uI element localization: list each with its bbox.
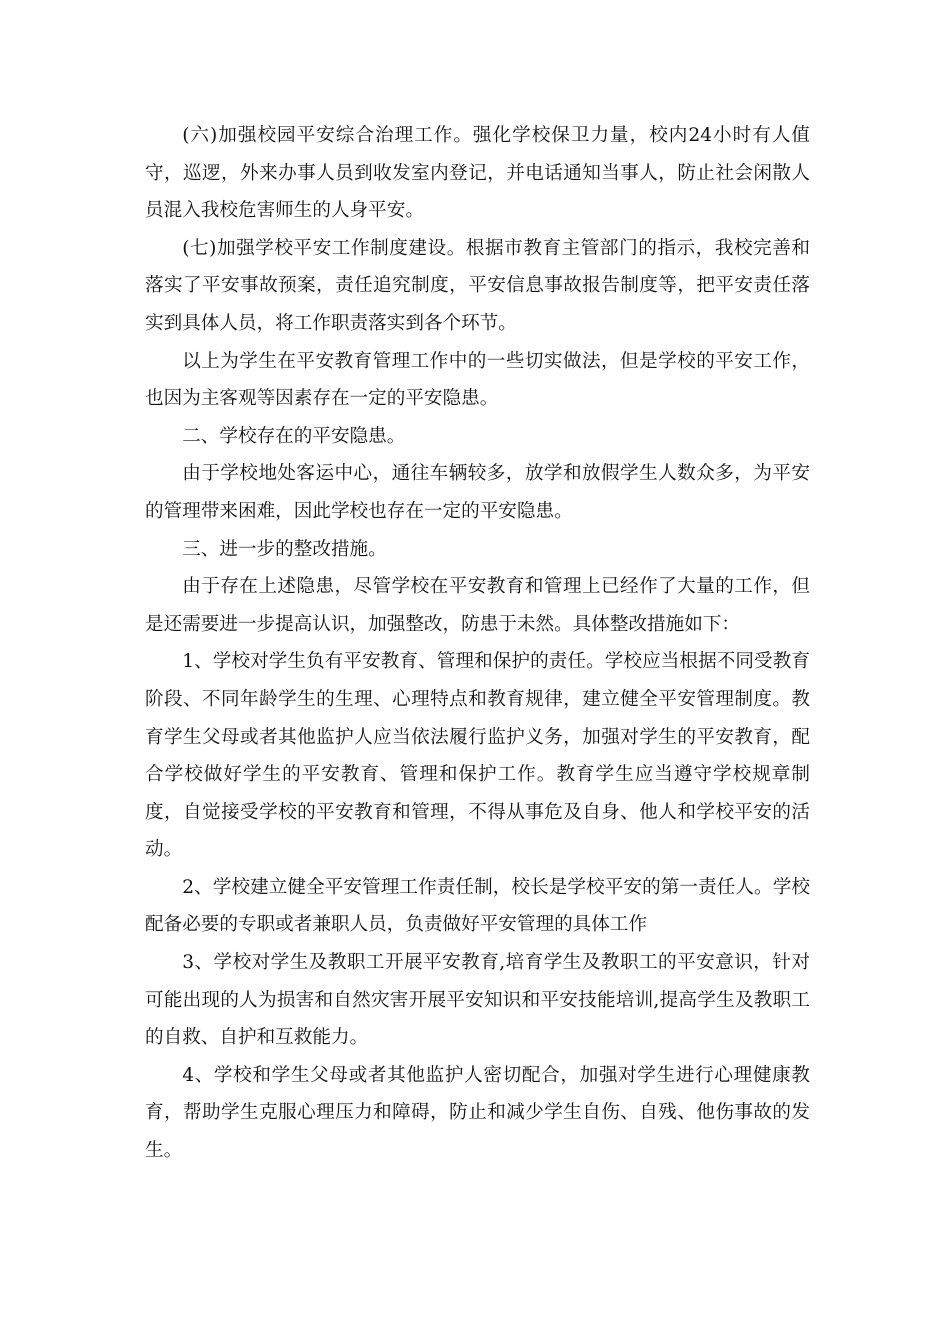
paragraph-summary: 以上为学生在平安教育管理工作中的一些切实做法，但是学校的平安工作，也因为主客观等因素存在一定的平安隐患。 <box>145 350 810 410</box>
section-heading-hazards: 二、学校存在的平安隐患。 <box>182 425 406 447</box>
paragraph-measures-intro: 由于存在上述隐患，尽管学校在平安教育和管理上已经作了大量的工作，但是还需要进一步提高认识，加强整改，防患于未然。具体整改措施如下： <box>145 576 810 635</box>
paragraph-7-safety-system: (七)加强学校平安工作制度建设。根据市教育主管部门的指示，我校完善和落实了平安事故预案，责任追究制度，平安信息事故报告制度等，把平安责任落实到具体人员，将工作职责落实到各个环节。 <box>145 237 810 334</box>
measure-item-2: 2、学校建立健全平安管理工作责任制，校长是学校平安的第一责任人。学校配备必要的专职或者兼职人员，负责做好平安管理的具体工作 <box>145 876 810 936</box>
section-heading-measures: 三、进一步的整改措施。 <box>182 538 387 560</box>
measure-item-4: 4、学校和学生父母或者其他监护人密切配合，加强对学生进行心理健康教育，帮助学生克服心理压力和障碍，防止和减少学生自伤、自残、他伤事故的发生。 <box>145 1064 810 1162</box>
document-page <box>145 117 810 1170</box>
paragraph-6-campus-security: (六)加强校园平安综合治理工作。强化学校保卫力量，校内24小时有人值守，巡逻，外来办事人员到收发室内登记，并电话通知当事人，防止社会闲散人员混入我校危害师生的人身平安。 <box>145 125 810 222</box>
paragraph-hazards: 由于学校地处客运中心，通往车辆较多，放学和放假学生人数众多，为平安的管理带来困难，因此学校也存在一定的平安隐患。 <box>145 463 810 522</box>
measure-item-1: 1、学校对学生负有平安教育、管理和保护的责任。学校应当根据不同受教育阶段、不同年龄学生的生理、心理特点和教育规律，建立健全平安管理制度。教育学生父母或者其他监护人应当依法履行监护义务，加强对学生的平安教育，配合学校做好学生的平安教育、管理和保护工作。教育学生应当遵守学校规章制度，自觉接受学校的平安教育和管理，不得从事危及自身、他人和学校平安的活动。 <box>145 651 810 861</box>
measure-item-3: 3、学校对学生及教职工开展平安教育,培育学生及教职工的平安意识，针对可能出现的人为损害和自然灾害开展平安知识和平安技能培训,提高学生及教职工的自救、自护和互救能力。 <box>145 952 810 1049</box>
